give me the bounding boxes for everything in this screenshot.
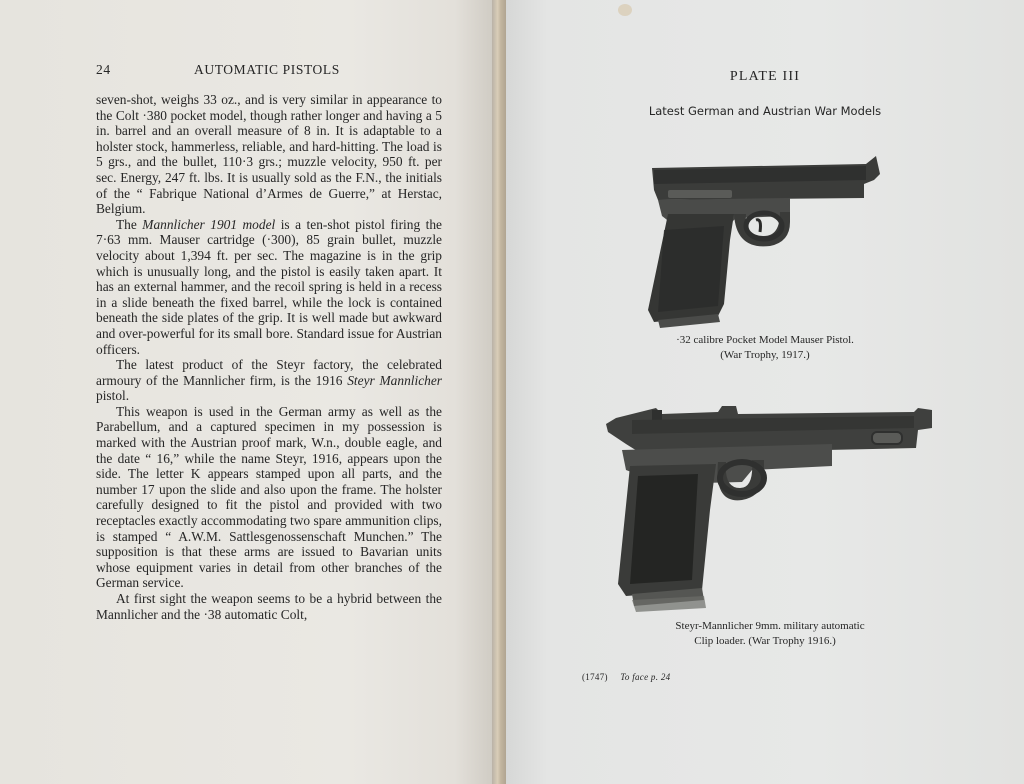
text-run: is a ten-shot pistol firing the 7·63 mm. Mauser cartridge (·300), 85 grain bullet, muzzle velocity about 1,394 ft. per sec. The magazine is in the grip which is unusually long, and the pistol is easily taken apart. It has an external hammer, and the recoil spring is held in a recess in a slide beneath the fixed barrel, while the lock is contained beneath the side plates of the grip. It is well made but awkward and over-powerful for its small bore. Standard issue for Austrian officers. (96, 216, 442, 357)
text-run: pistol. (96, 388, 130, 404)
figure-1-caption-line-2: (War Trophy, 1917.) (720, 349, 810, 361)
text-run: The latest product of the Steyr factory, the celebrated armoury of the Mannlicher firm, is the 1916 (96, 357, 442, 388)
figure-1-caption-line-1: ·32 calibre Pocket Model Mauser Pistol. (676, 334, 854, 346)
text-run: This weapon is used in the German army as well as the Parabellum, and a captured specimen in my possession is marked with the Austrian proof mark, W.n., double eagle, and the date “ 16,” while the name Steyr, 1916, appears upon the side. The letter K appears stamped upon all parts, and the number 17 upon the slide and also upon the frame. The holster carefully designed to fit the pistol and provided with two receptacles exactly accommodating two spare ammunition clips, is stamped “ A.W.M. Sattlesgenossenschaft Munchen.” The supposition is that these arms are issued to Bavarian units whose equipment varies in detail from other branches of the German service. (96, 403, 442, 591)
mauser-pistol-image (640, 150, 890, 330)
figure-2-caption-line-1: Steyr-Mannlicher 9mm. military automatic (675, 620, 865, 632)
page-number: 24 (96, 62, 111, 77)
paragraph (96, 217, 442, 357)
right-page (506, 0, 1024, 784)
plate-title: PLATE III (729, 69, 801, 84)
left-page (0, 0, 494, 784)
figure-2-caption-line-2: Clip loader. (War Trophy 1916.) (694, 635, 836, 647)
italic-text: Steyr Mannlicher (347, 372, 442, 388)
plate-footer-note (582, 672, 670, 682)
plate-subtitle: Latest German and Austrian War Models (648, 104, 882, 118)
figure-2-caption (506, 619, 1024, 649)
figure-1-caption (506, 333, 1024, 363)
body-text (96, 92, 442, 622)
facing-page-reference: To face p. 24 (620, 672, 671, 682)
italic-text: Mannlicher 1901 model (142, 216, 276, 232)
running-head-title: AUTOMATIC PISTOLS (194, 62, 340, 77)
paragraph (96, 92, 442, 217)
foxing-stain (618, 4, 632, 16)
steyr-mannlicher-pistol-image (602, 400, 934, 614)
paragraph (96, 357, 442, 404)
text-run: At first sight the weapon seems to be a hybrid between the Mannlicher and the ·38 automatic Colt, (96, 591, 442, 622)
print-code: (1747) (582, 672, 608, 682)
text-run: seven-shot, weighs 33 oz., and is very similar in appearance to the Colt ·380 pocket model, though rather longer and having a 5 in. barrel and an overall measure of 8 in. It is adaptable to a holster stock, hammerless, reliable, and hard-hitting. The load is 5 grs., and the bullet, 110·3 grs.; muzzle velocity, 950 ft. per sec. Energy, 247 ft. lbs. It is usually sold as the F.N., the initials of the “ Fabrique National d’Armes de Guerre,” at Herstac, Belgium. (96, 92, 442, 217)
text-run: The (116, 216, 143, 232)
paragraph (96, 404, 442, 591)
paragraph (96, 591, 442, 622)
